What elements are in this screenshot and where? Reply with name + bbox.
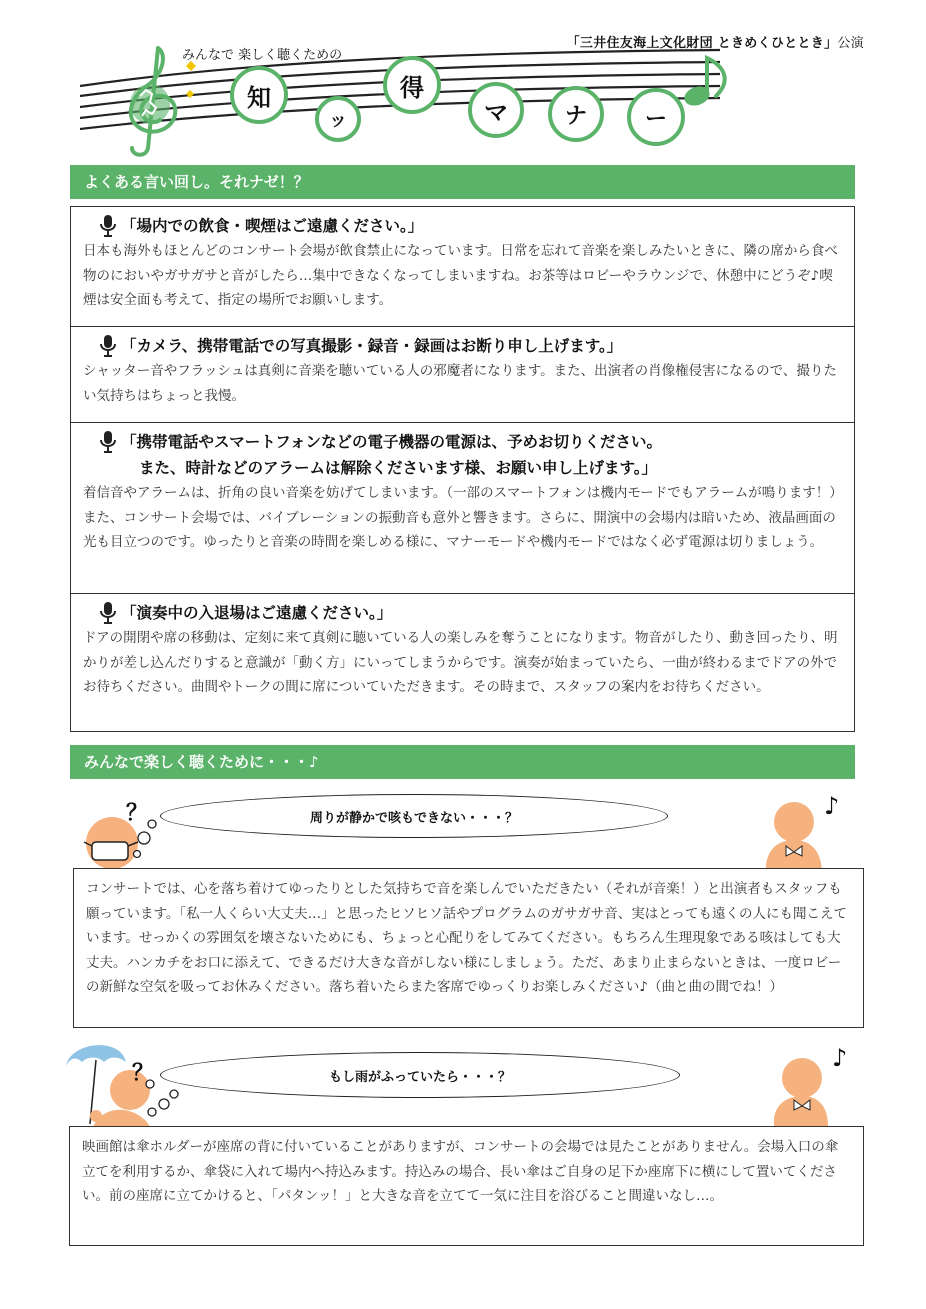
rule-heading-text: 「場内での飲食・喫煙はご遠慮ください。」	[121, 217, 424, 235]
performer-icon	[758, 800, 824, 874]
tip-answer-box	[73, 868, 864, 1028]
rule-heading-text: 「演奏中の入退場はご遠慮ください。」	[121, 604, 393, 622]
title-char-5: ナ	[548, 86, 604, 142]
rule-heading-text: 「携帯電話やスマートフォンなどの電子機器の電源は、予めお切りください。	[121, 433, 662, 451]
title-char-6: ー	[627, 88, 685, 146]
thought-dots-icon	[144, 1088, 184, 1118]
rule-heading	[83, 600, 842, 626]
title-char-2: ッ	[315, 96, 361, 142]
rule-heading	[83, 333, 842, 359]
rule-heading	[83, 213, 842, 239]
speech-bubble-question	[160, 1052, 680, 1098]
music-note-icon: ♪	[832, 1044, 848, 1072]
eighth-note-icon	[682, 58, 725, 109]
rule-item	[71, 423, 854, 594]
header-subtitle: みんなで 楽しく聴くための	[182, 48, 343, 63]
sponsor-suffix: 公演	[837, 36, 864, 51]
microphone-icon	[99, 430, 117, 454]
music-staff-illustration	[0, 0, 926, 160]
rule-body: 着信音やアラームは、折角の良い音楽を妨げてしまいます。（一部のスマートフォンは機内モードでもアラームが鳴ります！）また、コンサート会場では、バイブレーションの振動音も意外と響きます。さらに、開演中の会場内は暗いため、液晶画面の光も目立つのです。ゆったりと音楽の時間を楽しめる様に、マナーモードや機内モードではなく必ず電源は切りましょう。	[83, 485, 837, 550]
treble-clef-icon	[130, 48, 175, 155]
rule-body: シャッター音やフラッシュは真剣に音楽を聴いている人の邪魔者になります。また、出演者の肖像権侵害になるので、撮りたい気持ちはちょっと我慢。	[83, 363, 837, 404]
microphone-icon	[99, 601, 117, 625]
speech-bubble-question	[160, 794, 668, 838]
tip-question: もし雨がふっていたら・・・？	[328, 1069, 511, 1085]
microphone-icon	[99, 214, 117, 238]
tip-answer-box	[69, 1126, 864, 1246]
title-char-3: 得	[383, 56, 441, 114]
performer-icon	[768, 1056, 830, 1126]
section-title-enjoy-together: みんなで楽しく聴くために・・・♪	[70, 745, 855, 779]
rule-body: ドアの開閉や席の移動は、定刻に来て真剣に聴いている人の楽しみを奪うことになります。物音がしたり、動き回ったり、明かりが差し込んだりすると意識が「動く方」にいってしまうからです。演奏が始まっていたら、一曲が終わるまでドアの外でお待ちください。曲間やトークの間に席についていただきます。その時まで、スタッフの案内をお待ちください。	[83, 630, 838, 695]
microphone-icon	[99, 334, 117, 358]
music-note-icon: ♪	[824, 792, 840, 820]
rule-item	[71, 327, 854, 423]
rule-item	[71, 207, 854, 327]
tip-question: 周りが静かで咳もできない・・・？	[309, 810, 518, 826]
title-char-1: 知	[230, 66, 288, 124]
rule-body: 日本も海外もほとんどのコンサート会場が飲食禁止になっています。日常を忘れて音楽を楽しみたいときに、隣の席から食べ物のにおいやガサガサと音がしたら…集中できなくなってしまいますね。お茶等はロビーやラウンジで、休憩中にどうぞ♪喫煙は安全面も考えて、指定の場所でお願いします。	[83, 243, 838, 308]
rule-item	[71, 594, 854, 731]
title-char-4: マ	[468, 82, 524, 138]
tip-answer: 映画館は傘ホルダーが座席の背に付いていることがありますが、コンサートの会場では見たことがありません。会場入口の傘立てを利用するか、傘袋に入れて場内へ持込みます。持込みの場合、長い傘はご自身の足下か座席下に横にして置いてください。前の座席に立てかけると、「パタンッ！」と大きな音を立てて一気に注目を浴びること間違いなし…。	[82, 1139, 839, 1204]
question-mark-icon: ？	[132, 1061, 155, 1086]
sponsor-name: 「三井住友海上文化財団 ときめくひととき」	[566, 36, 838, 51]
sparkle-icon	[186, 90, 194, 98]
rule-heading	[83, 429, 842, 481]
header	[0, 0, 926, 160]
rule-heading-text: また、時計などのアラームは解除くださいます様、お願い申し上げます。」	[139, 459, 658, 477]
sponsor-credit	[567, 32, 864, 51]
tip-answer: コンサートでは、心を落ち着けてゆったりとした気持ちで音を楽しんでいただきたい（それが音楽！）と出演者もスタッフも願っています。「私一人くらい大丈夫…」と思ったヒソヒソ話やプログラムのガサガサ音、実はとっても遠くの人にも聞こえています。せっかくの雰囲気を壊さないためにも、ちょっと心配りをしてみてください。もちろん生理現象である咳はしても大丈夫。ハンカチをお口に添えて、できるだけ大きな音がしない様にしましょう。ただ、あまり止まらないときは、一度ロビーの新鮮な空気を吸ってお休みください。落ち着いたらまた客席でゆっくりお楽しみください♪（曲と曲の間でね！）	[86, 881, 847, 995]
question-mark-icon: ？	[126, 801, 149, 826]
rules-table	[70, 206, 855, 732]
section-title-common-phrases: よくある言い回し。それナゼ！？	[70, 165, 855, 199]
rule-heading-text: 「カメラ、携帯電話での写真撮影・録音・録画はお断り申し上げます。」	[121, 337, 623, 355]
